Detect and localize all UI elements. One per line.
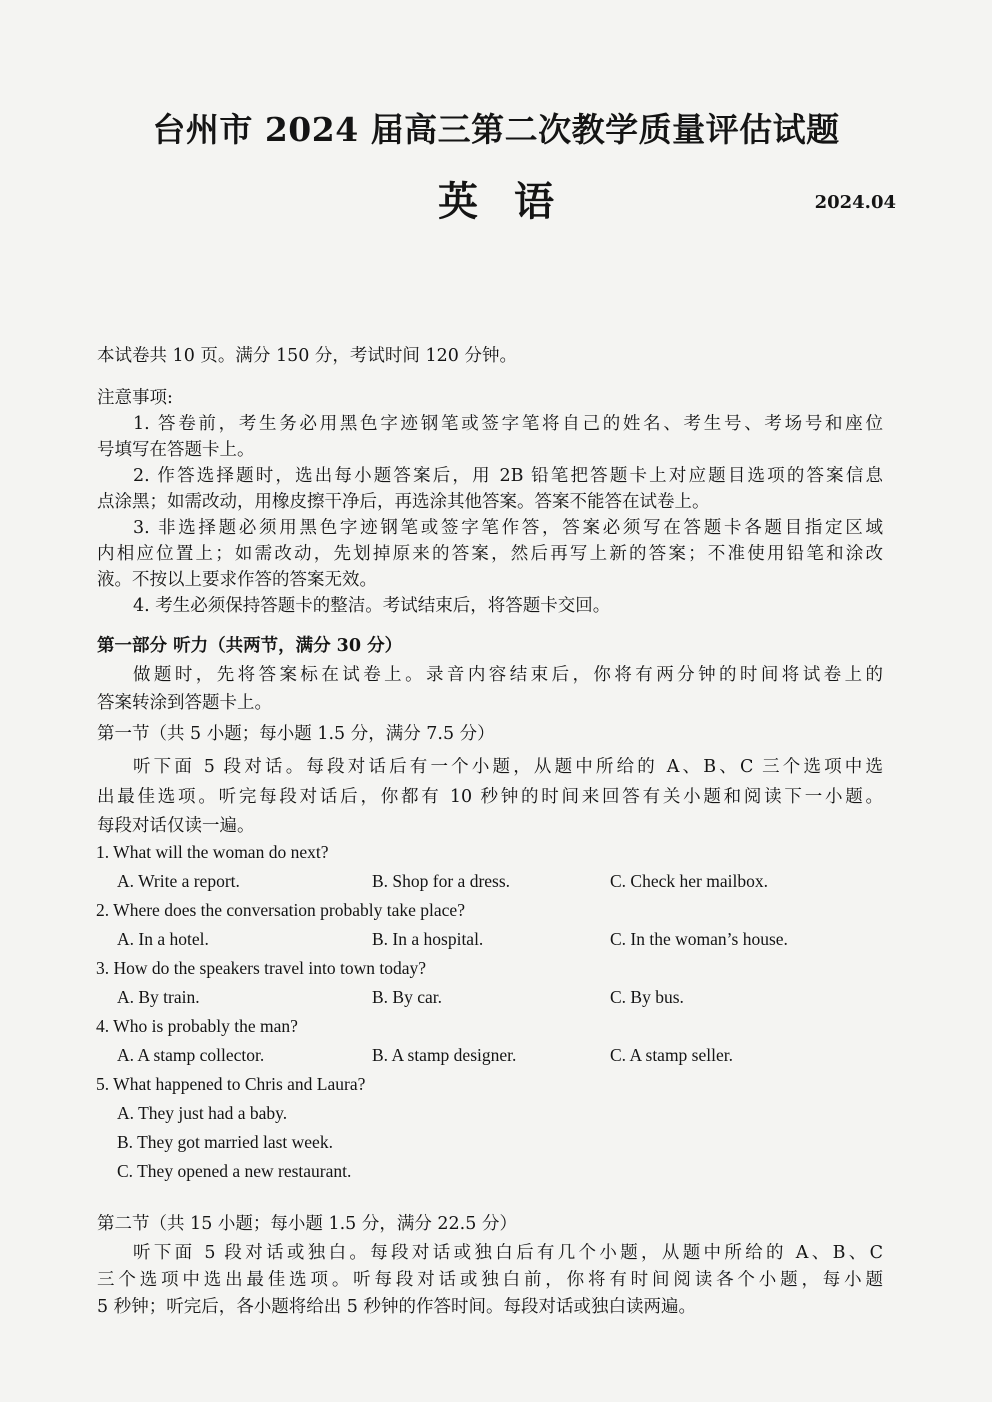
question-2: 2. Where does the conversation probably take place? <box>96 900 465 920</box>
section1-instructions-line-3: 每段对话仅读一遍。 <box>97 816 255 836</box>
part1-instructions-line-2: 答案转涂到答题卡上。 <box>97 693 272 713</box>
question-2-option-b: B. In a hospital. <box>372 929 484 949</box>
question-4-option-a: A. A stamp collector. <box>117 1045 265 1065</box>
question-5: 5. What happened to Chris and Laura? <box>96 1074 366 1094</box>
note-3-line-1: 3. 非选择题必须用黑色字迹钢笔或签字笔作答，答案必须写在答题卡各题目指定区域 <box>133 518 883 538</box>
note-1-line-2: 号填写在答题卡上。 <box>97 440 255 460</box>
note-2-line-2: 点涂黑；如需改动，用橡皮擦干净后，再选涂其他答案。答案不能答在试卷上。 <box>97 492 710 512</box>
question-2-option-c: C. In the woman’s house. <box>610 929 788 949</box>
note-2-line-1: 2. 作答选择题时，选出每小题答案后，用 2B 铅笔把答题卡上对应题目选项的答案信息 <box>133 466 883 486</box>
question-3-option-b: B. By car. <box>372 987 442 1007</box>
question-5-option-a: A. They just had a baby. <box>117 1103 288 1123</box>
exam-intro: 本试卷共 10 页。满分 150 分，考试时间 120 分钟。 <box>97 346 517 366</box>
question-2-option-a: A. In a hotel. <box>117 929 209 949</box>
section2-instructions-line-3: 5 秒钟；听完后，各小题将给出 5 秒钟的作答时间。每段对话或独白读两遍。 <box>97 1297 696 1317</box>
question-5-option-b: B. They got married last week. <box>117 1132 333 1152</box>
section1-heading: 第一节（共 5 小题；每小题 1.5 分，满分 7.5 分） <box>97 724 495 744</box>
section2-heading: 第二节（共 15 小题；每小题 1.5 分，满分 22.5 分） <box>97 1214 517 1234</box>
section1-instructions-line-1: 听下面 5 段对话。每段对话后有一个小题，从题中所给的 A、B、C 三个选项中选 <box>133 757 883 777</box>
question-1-option-c: C. Check her mailbox. <box>610 871 768 891</box>
part1-instructions-line-1: 做题时，先将答案标在试卷上。录音内容结束后，你将有两分钟的时间将试卷上的 <box>133 665 883 685</box>
section2-instructions-line-1: 听下面 5 段对话或独白。每段对话或独白后有几个小题，从题中所给的 A、B、C <box>133 1243 883 1263</box>
note-4-line-1: 4. 考生必须保持答题卡的整洁。考试结束后，将答题卡交回。 <box>133 596 611 616</box>
question-1: 1. What will the woman do next? <box>96 842 329 862</box>
question-3-option-c: C. By bus. <box>610 987 684 1007</box>
question-1-option-b: B. Shop for a dress. <box>372 871 511 891</box>
question-3: 3. How do the speakers travel into town today? <box>96 958 426 978</box>
question-5-option-c: C. They opened a new restaurant. <box>117 1161 352 1181</box>
note-1-line-1: 1. 答卷前，考生务必用黑色字迹钢笔或签字笔将自己的姓名、考生号、考场号和座位 <box>133 414 883 434</box>
question-3-option-a: A. By train. <box>117 987 200 1007</box>
question-1-option-a: A. Write a report. <box>117 871 240 891</box>
notes-heading: 注意事项: <box>97 388 173 408</box>
section1-instructions-line-2: 出最佳选项。听完每段对话后，你都有 10 秒钟的时间来回答有关小题和阅读下一小题。 <box>97 787 883 807</box>
exam-subject: 英语 <box>438 178 590 225</box>
note-3-line-2: 内相应位置上；如需改动，先划掉原来的答案，然后再写上新的答案；不准使用铅笔和涂改 <box>97 544 883 564</box>
exam-date: 2024.04 <box>814 192 896 213</box>
section2-instructions-line-2: 三个选项中选出最佳选项。听每段对话或独白前，你将有时间阅读各个小题，每小题 <box>97 1270 883 1290</box>
question-4: 4. Who is probably the man? <box>96 1016 298 1036</box>
exam-title: 台州市 2024 届高三第二次教学质量评估试题 <box>152 110 840 149</box>
question-4-option-c: C. A stamp seller. <box>610 1045 733 1065</box>
part1-heading: 第一部分 听力（共两节，满分 30 分） <box>97 636 403 656</box>
note-3-line-3: 液。不按以上要求作答的答案无效。 <box>97 570 377 590</box>
question-4-option-b: B. A stamp designer. <box>372 1045 517 1065</box>
